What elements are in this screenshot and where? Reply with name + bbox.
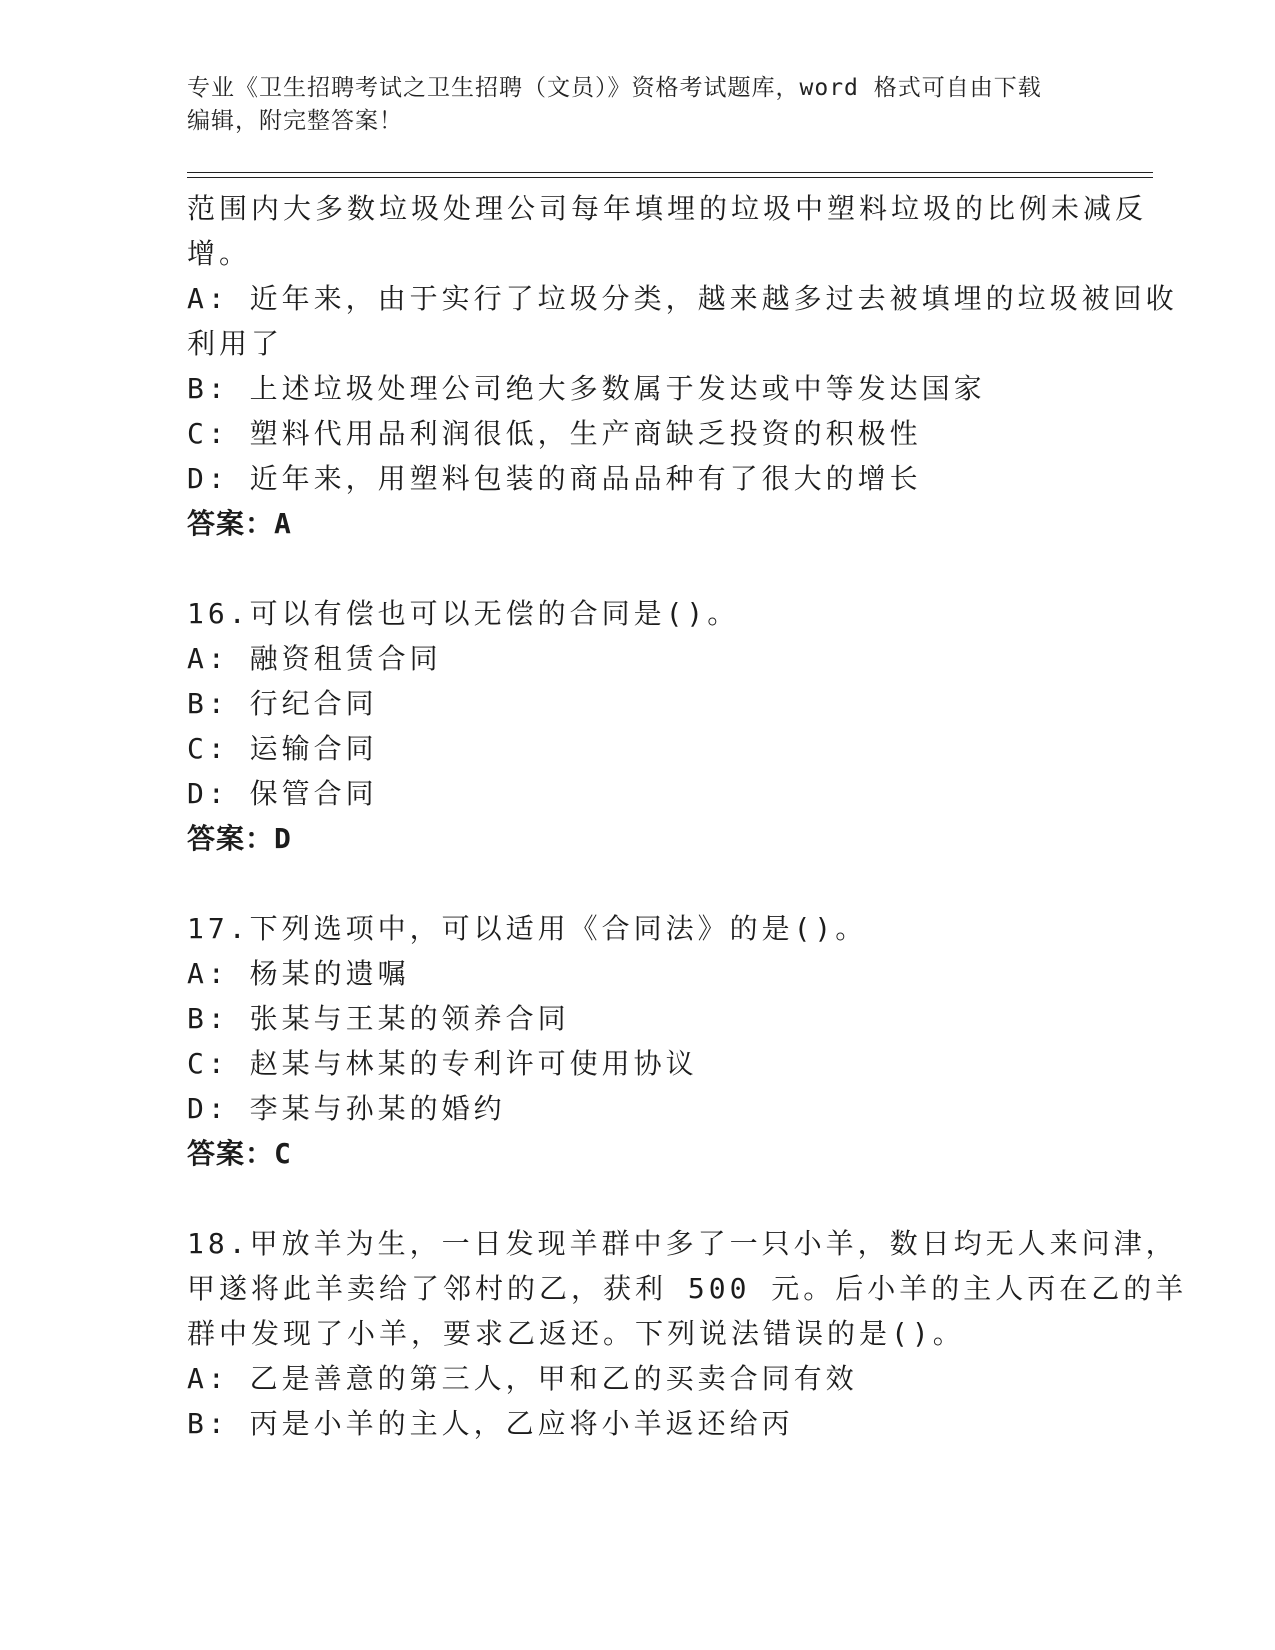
option-a: A: 杨某的遗嘱	[187, 957, 410, 990]
answer: 答案：A	[187, 507, 292, 540]
option-b: B: 张某与王某的领养合同	[187, 1002, 570, 1035]
header-line-2: 编辑，附完整答案！	[187, 108, 403, 134]
question-stem: 甲遂将此羊卖给了邻村的乙，获利 500 元。后小羊的主人丙在乙的羊	[187, 1272, 1188, 1305]
header-line-1: 专业《卫生招聘考试之卫生招聘（文员）》资格考试题库，word 格式可自由下载	[187, 75, 1042, 101]
answer: 答案：C	[187, 1137, 292, 1170]
question-18	[187, 1221, 1188, 1446]
question-stem: 17.下列选项中，可以适用《合同法》的是()。	[187, 912, 868, 945]
question-stem: 增。	[187, 237, 252, 270]
question-stem: 范围内大多数垃圾处理公司每年填埋的垃圾中塑料垃圾的比例未减反	[187, 192, 1148, 225]
header-divider-bottom	[187, 177, 1153, 178]
option-d: D: 保管合同	[187, 777, 378, 810]
document-header	[187, 72, 1087, 138]
option-c: C: 赵某与林某的专利许可使用协议	[187, 1047, 698, 1080]
option-b: B: 上述垃圾处理公司绝大多数属于发达或中等发达国家	[187, 372, 986, 405]
question-stem: 群中发现了小羊，要求乙返还。下列说法错误的是()。	[187, 1317, 965, 1350]
question-17	[187, 906, 1107, 1176]
option-b: B: 行纪合同	[187, 687, 378, 720]
option-a: A: 近年来，由于实行了垃圾分类，越来越多过去被填埋的垃圾被回收	[187, 282, 1178, 315]
question-stem: 16.可以有偿也可以无偿的合同是()。	[187, 597, 740, 630]
answer: 答案：D	[187, 822, 292, 855]
question-list	[187, 186, 1188, 1446]
option-a: A: 乙是善意的第三人，甲和乙的买卖合同有效	[187, 1362, 858, 1395]
question-stem: 18.甲放羊为生，一日发现羊群中多了一只小羊，数日均无人来问津，	[187, 1227, 1178, 1260]
option-d: D: 近年来，用塑料包装的商品品种有了很大的增长	[187, 462, 922, 495]
question-16	[187, 591, 1107, 861]
question-15	[187, 186, 1178, 546]
option-d: D: 李某与孙某的婚约	[187, 1092, 506, 1125]
option-c: C: 塑料代用品利润很低，生产商缺乏投资的积极性	[187, 417, 922, 450]
option-b: B: 丙是小羊的主人，乙应将小羊返还给丙	[187, 1407, 794, 1440]
option-a-cont: 利用了	[187, 327, 284, 360]
option-a: A: 融资租赁合同	[187, 642, 442, 675]
header-divider-top	[187, 172, 1153, 173]
option-c: C: 运输合同	[187, 732, 378, 765]
